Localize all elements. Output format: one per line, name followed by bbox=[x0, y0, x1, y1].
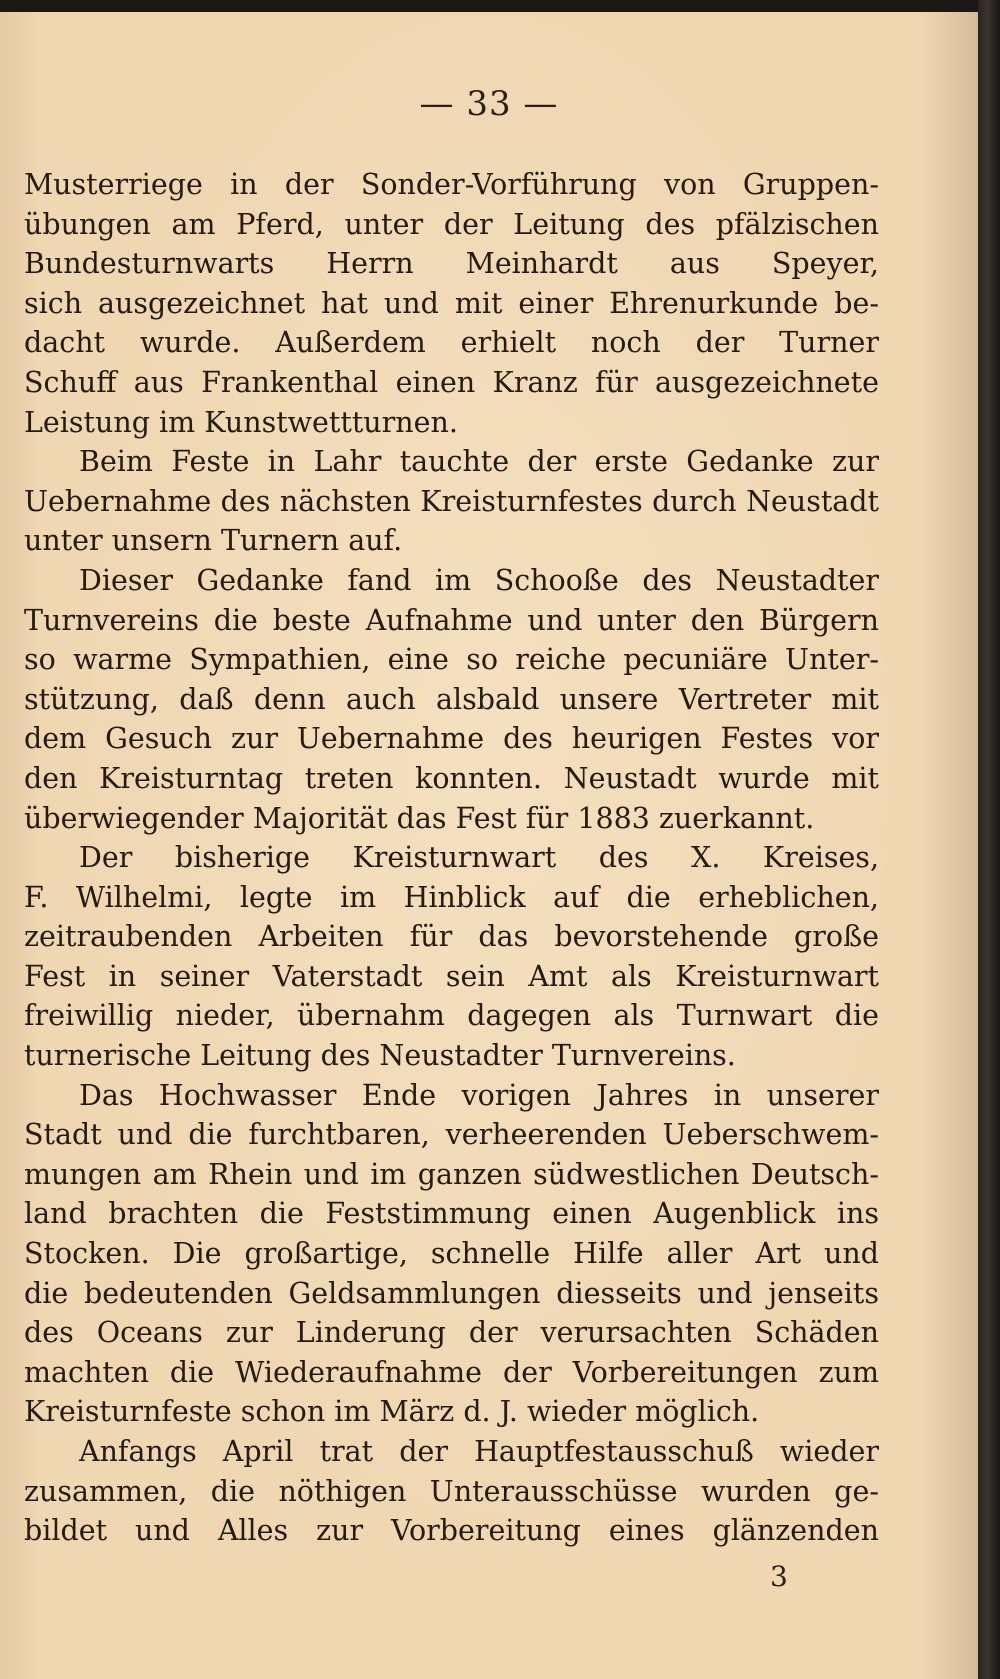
signature-mark: 3 bbox=[770, 1560, 788, 1593]
text-line: Leistung im Kunstwettturnen. bbox=[24, 405, 458, 439]
text-line: machten die Wiederaufnahme der Vorbereitungen zum bbox=[24, 1355, 879, 1389]
text-line: land brachten die Feststimmung einen Augenblick ins bbox=[24, 1197, 879, 1231]
book-spine-edge bbox=[978, 0, 1000, 1679]
text-line: dacht wurde. Außerdem erhielt noch der Turner bbox=[24, 326, 879, 360]
text-line: übungen am Pferd, unter der Leitung des pfälzischen bbox=[24, 207, 879, 241]
text-line: Uebernahme des nächsten Kreisturnfestes durch Neustadt bbox=[24, 484, 879, 518]
text-line: Fest in seiner Vaterstadt sein Amt als Kreisturnwart bbox=[24, 959, 879, 993]
text-line: Anfangs April trat der Hauptfestausschuß wieder bbox=[79, 1435, 879, 1468]
page-number-header: — 33 — bbox=[419, 84, 559, 124]
text-line: Dieser Gedanke fand im Schooße des Neustadter bbox=[79, 563, 879, 597]
text-line: Bundesturnwarts Herrn Meinhardt aus Speyer, bbox=[24, 247, 879, 281]
text-line: F. Wilhelmi, legte im Hinblick auf die erheblichen, bbox=[24, 880, 879, 914]
text-line: Schuff aus Frankenthal einen Kranz für ausgezeichnete bbox=[24, 365, 879, 399]
text-line: turnerische Leitung des Neustadter Turnvereins. bbox=[24, 1039, 736, 1073]
text-line: zeitraubenden Arbeiten für das bevorstehende große bbox=[24, 920, 879, 954]
text-line: freiwillig nieder, übernahm dagegen als Turnwart die bbox=[24, 999, 879, 1033]
text-line: dem Gesuch zur Uebernahme des heurigen Festes vor bbox=[24, 722, 879, 756]
text-line: zusammen, die nöthigen Unterausschüsse wurden ge- bbox=[24, 1474, 879, 1508]
text-line: unter unsern Turnern auf. bbox=[24, 524, 403, 558]
text-line: so warme Sympathien, eine so reiche pecuniäre Unter- bbox=[24, 643, 879, 677]
text-line: Musterriege in der Sonder-Vorführung von Gruppen- bbox=[24, 168, 879, 201]
text-line: sich ausgezeichnet hat und mit einer Ehrenurkunde be- bbox=[24, 286, 879, 320]
text-line: Beim Feste in Lahr tauchte der erste Gedanke zur bbox=[79, 445, 879, 479]
body-text bbox=[24, 165, 879, 1551]
text-line: stützung, daß denn auch alsbald unsere Vertreter mit bbox=[24, 682, 879, 716]
text-line: mungen am Rhein und im ganzen südwestlichen Deutsch- bbox=[24, 1157, 879, 1191]
text-line: des Oceans zur Linderung der verursachten Schäden bbox=[24, 1316, 879, 1350]
text-line: Stadt und die furchtbaren, verheerenden Ueberschwem- bbox=[24, 1118, 879, 1152]
text-line: den Kreisturntag treten konnten. Neustadt wurde mit bbox=[24, 761, 879, 795]
text-line: bildet und Alles zur Vorbereitung eines glänzenden bbox=[24, 1514, 879, 1548]
text-line: Stocken. Die großartige, schnelle Hilfe aller Art und bbox=[24, 1237, 879, 1271]
text-line: überwiegender Majorität das Fest für 1883 zuerkannt. bbox=[24, 801, 815, 835]
text-line: Kreisturnfeste schon im März d. J. wieder möglich. bbox=[24, 1395, 760, 1429]
text-line: Das Hochwasser Ende vorigen Jahres in unserer bbox=[79, 1078, 879, 1112]
text-line: Der bisherige Kreisturnwart des X. Kreises, bbox=[79, 841, 879, 875]
text-line: Turnvereins die beste Aufnahme und unter den Bürgern bbox=[24, 603, 879, 637]
text-line: die bedeutenden Geldsammlungen diesseits und jenseits bbox=[24, 1276, 879, 1310]
